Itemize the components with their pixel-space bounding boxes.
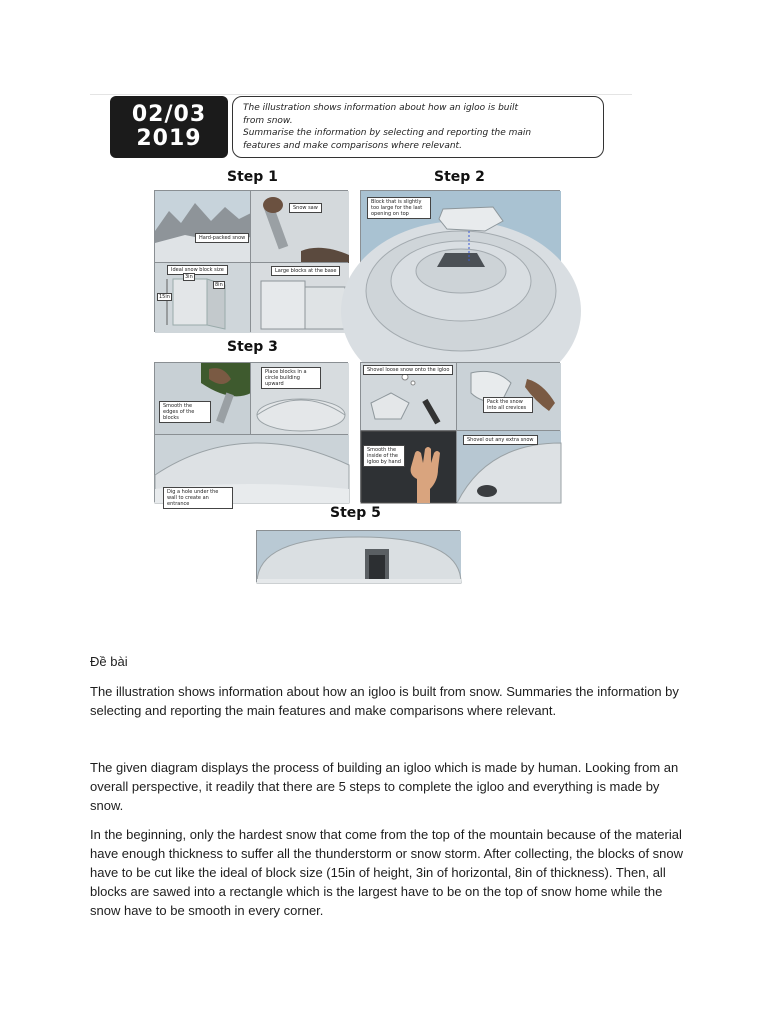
para1-line2: selecting and reporting the main features and make comparisons where relevant. <box>90 703 557 718</box>
finished-igloo-illustration <box>257 531 461 583</box>
step1-panel-saw <box>250 190 348 262</box>
prompt-line-2: from snow. <box>243 115 293 126</box>
step5-panel-igloo <box>256 530 460 582</box>
label-hard-packed: Hard-packed snow <box>195 233 249 243</box>
para2-line1: The given diagram displays the process of building an igloo which is made by human. Looking from an <box>90 760 679 775</box>
label-shovel-loose: Shovel loose snow onto the igloo <box>363 365 453 375</box>
heading-de-bai <box>90 652 690 671</box>
paragraph-1 <box>90 682 690 720</box>
label-smooth-inside: Smooth the inside of the igloo by hand <box>363 445 405 467</box>
para2-line3: snow. <box>90 798 124 813</box>
para3-line2: have enough thickness to suffer all the thunderstorm or snow storm. After collecting, the blocks of snow <box>90 846 684 861</box>
step4-panel-pack <box>456 362 560 430</box>
label-slightly-large: Block that is slightly too large for the last opening on top <box>367 197 431 219</box>
step3-panel-entrance <box>154 434 348 507</box>
date-line-1: 02/03 <box>131 102 207 127</box>
hand-smooth-illustration <box>361 431 457 503</box>
label-ideal-block: Ideal snow block size <box>167 265 228 275</box>
step1-panel-mountain <box>154 190 250 262</box>
date-badge <box>110 96 228 158</box>
step1-panel-block <box>154 262 250 332</box>
paragraph-3 <box>90 825 690 920</box>
label-large-blocks: Large blocks at the base <box>271 266 340 276</box>
label-dig-hole: Dig a hole under the wall to create an entrance <box>163 487 233 509</box>
para2-line2: overall perspective, it readily that there are 5 steps to complete the igloo and everything is made by <box>90 779 660 794</box>
label-dim-8: 8in <box>215 282 223 288</box>
smooth-blocks-illustration <box>155 363 251 435</box>
top-divider <box>90 94 632 95</box>
para3-line4: blocks are sawed into a rectangle which is the largest have to be on the top of snow home while the <box>90 884 663 899</box>
prompt-line-3: Summarise the information by selecting and reporting the main <box>243 128 532 138</box>
step-1-label: Step 1 <box>227 169 278 185</box>
step-5-label: Step 5 <box>330 505 381 521</box>
step4-panel-shovel-out <box>456 430 560 502</box>
label-dim-15: 15in <box>159 294 170 300</box>
label-place-blocks: Place blocks in a circle building upward <box>261 367 321 389</box>
step3-panel-circle <box>250 362 348 434</box>
para1-line1: The illustration shows information about how an igloo is built from snow. Summaries the information by <box>90 684 679 699</box>
label-shovel-out: Shovel out any extra snow <box>463 435 538 445</box>
para3-line5: snow have to be smooth in every corner. <box>90 903 324 918</box>
prompt-line-4: features and make comparisons where relevant. <box>243 140 462 151</box>
mountain-illustration <box>155 191 251 263</box>
step-3-label: Step 3 <box>227 339 278 355</box>
saw-illustration <box>251 191 349 263</box>
para3-line3: have to be cut like the ideal of block size (15in of height, 3in of horizontal, 8in of thickness). Then, all <box>90 865 666 880</box>
label-pack-snow: Pack the snow into all crevices <box>483 397 533 413</box>
step-2-label: Step 2 <box>434 169 485 185</box>
label-dim-3: 3in <box>185 274 193 280</box>
prompt-box <box>232 96 604 158</box>
para3-line1: In the beginning, only the hardest snow that come from the top of the mountain because of the material <box>90 827 682 842</box>
step2-panel-dome <box>360 190 560 332</box>
step4-panel-shovel <box>360 362 456 430</box>
label-smooth-edges: Smooth the edges of the blocks <box>159 401 211 423</box>
prompt-line-1: The illustration shows information about how an igloo is built <box>243 103 519 113</box>
paragraph-2 <box>90 758 690 815</box>
step3-panel-smooth <box>154 362 250 434</box>
step1-panel-large-blocks <box>250 262 348 332</box>
step4-panel-hand <box>360 430 456 502</box>
label-snow-saw: Snow saw <box>289 203 322 213</box>
date-line-2: 2019 <box>136 126 202 151</box>
heading-text: Đề bài <box>90 654 128 669</box>
